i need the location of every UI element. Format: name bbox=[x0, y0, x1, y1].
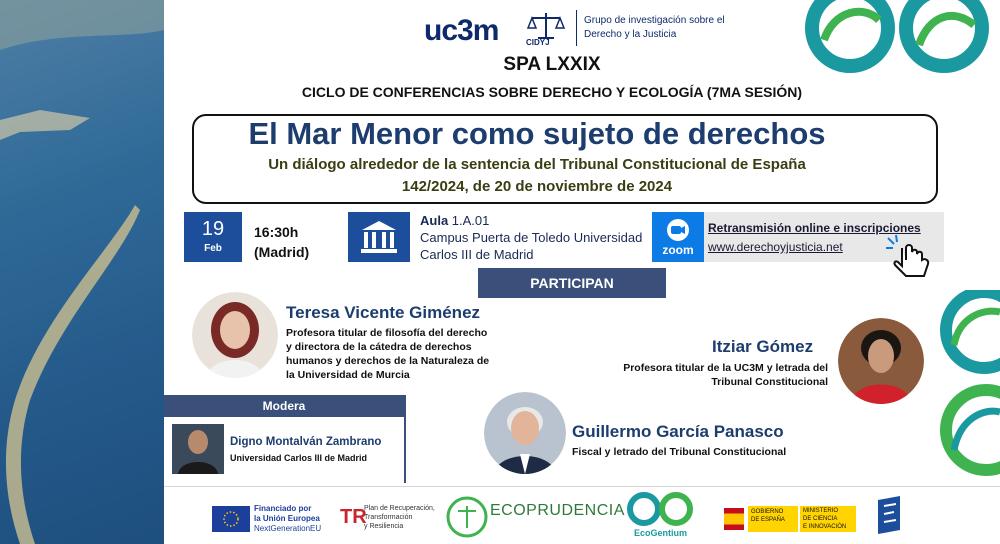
eu-funding-text bbox=[254, 504, 321, 534]
date-badge bbox=[184, 212, 242, 262]
role-line: Tribunal Constitucional bbox=[711, 376, 828, 388]
role-line: y directora de la cátedra de derechos bbox=[286, 341, 472, 353]
research-agency-logo-icon bbox=[870, 494, 910, 540]
venue-badge bbox=[348, 212, 410, 262]
speaker-role-guillermo bbox=[572, 445, 872, 459]
zoom-badge bbox=[652, 212, 704, 262]
subtitle-line-1: Un diálogo alrededor de la sentencia del Tribunal Constitucional de España bbox=[268, 156, 806, 173]
event-time bbox=[254, 222, 309, 262]
moderator-photo bbox=[172, 424, 224, 474]
ministerio-block bbox=[800, 506, 856, 532]
role-line: Profesora titular de la UC3M y letrada del bbox=[623, 362, 828, 374]
online-registration-link[interactable]: Retransmisión online e inscripciones bbox=[708, 221, 921, 235]
aula-label: Aula bbox=[420, 213, 449, 228]
campus-line-1: Campus Puerta de Toledo Universidad bbox=[420, 230, 643, 245]
date-month: Feb bbox=[204, 243, 222, 254]
ministerio-line: E INNOVACIÓN bbox=[803, 524, 847, 530]
event-title: El Mar Menor como sujeto de derechos bbox=[248, 116, 826, 151]
gobierno-line: DE ESPAÑA bbox=[751, 517, 785, 523]
aula-code: 1.A.01 bbox=[451, 213, 490, 228]
ecogentium-leaf-icon bbox=[624, 492, 696, 526]
ecoprudencia-logo: ECOPRUDENCIA bbox=[490, 502, 625, 519]
spain-flag-icon bbox=[724, 508, 744, 530]
speaker-photo-teresa bbox=[192, 292, 278, 378]
prtr-line: Transformación bbox=[364, 514, 413, 521]
group-line-2: Derecho y la Justicia bbox=[584, 29, 677, 40]
campus-line-2: Carlos III de Madrid bbox=[420, 247, 534, 262]
date-day: 19 bbox=[201, 218, 225, 240]
moderator-affiliation: Universidad Carlos III de Madrid bbox=[230, 453, 368, 463]
subtitle-line-2: 142/2024, de 20 de noviembre de 2024 bbox=[401, 178, 673, 195]
prtr-line: y Resiliencia bbox=[364, 523, 404, 530]
speaker-name-teresa: Teresa Vicente Giménez bbox=[286, 303, 481, 322]
uc3m-logo: uc3m bbox=[424, 14, 499, 47]
event-series: SPA LXXIX bbox=[503, 54, 601, 75]
eu-line: la Unión Europea bbox=[254, 514, 320, 523]
website-link[interactable]: www.derechoyjusticia.net bbox=[708, 240, 843, 254]
venue-details bbox=[420, 212, 642, 263]
role-line: la Universidad de Murcia bbox=[286, 369, 410, 381]
speaker-role-itziar bbox=[572, 361, 828, 389]
leaf-icon bbox=[924, 290, 1000, 480]
speaker-photo-itziar bbox=[838, 318, 924, 404]
speaker-role-teresa bbox=[286, 326, 526, 382]
time-zone: (Madrid) bbox=[254, 244, 310, 260]
research-group-name bbox=[584, 14, 744, 42]
zoom-label: zoom bbox=[662, 243, 694, 257]
aerial-photo-mar-menor bbox=[0, 0, 164, 544]
time-value: 16:30h bbox=[254, 224, 299, 240]
cidyj-logo-text: CIDYJ bbox=[526, 38, 550, 47]
participants-heading: PARTICIPAN bbox=[478, 268, 666, 298]
moderator-heading: Modera bbox=[164, 395, 404, 417]
role-line: Fiscal y letrado del Tribunal Constitucional bbox=[572, 446, 787, 458]
speaker-name-guillermo: Guillermo García Panasco bbox=[572, 422, 784, 441]
eu-line: Financiado por bbox=[254, 504, 312, 513]
zoom-camera-icon bbox=[664, 218, 692, 242]
institution-icon bbox=[348, 212, 410, 262]
header-divider bbox=[576, 10, 577, 46]
prtr-logo-icon: TR bbox=[340, 506, 367, 528]
gobierno-block bbox=[748, 506, 798, 532]
speaker-photo-guillermo bbox=[484, 392, 566, 474]
click-hand-icon bbox=[884, 234, 934, 278]
ecoprudencia-leaf-icon bbox=[446, 496, 488, 538]
eu-line: NextGenerationEU bbox=[254, 524, 322, 533]
event-subtitle bbox=[192, 154, 882, 198]
prtr-line: Plan de Recuperación, bbox=[364, 505, 435, 512]
ministerio-line: DE CIENCIA bbox=[803, 516, 838, 522]
ministerio-line: MINISTERIO bbox=[803, 508, 839, 514]
group-line-1: Grupo de investigación sobre el bbox=[584, 15, 725, 26]
moderator-name: Digno Montalván Zambrano bbox=[230, 436, 382, 448]
poster bbox=[164, 0, 1000, 544]
prtr-text bbox=[364, 504, 435, 531]
gobierno-line: GOBIERNO bbox=[751, 509, 784, 515]
speaker-name-itziar: Itziar Gómez bbox=[712, 337, 814, 356]
role-line: Profesora titular de filosofía del derecho bbox=[286, 327, 488, 339]
eu-flag-icon bbox=[212, 506, 250, 532]
conference-cycle: CICLO DE CONFERENCIAS SOBRE DERECHO Y ECOLOGÍA (7MA SESIÓN) bbox=[301, 84, 803, 100]
ecogentium-logo: EcoGentium bbox=[634, 528, 688, 538]
role-line: humanos y derechos de la Naturaleza de bbox=[286, 355, 490, 367]
footer-divider bbox=[164, 486, 1000, 487]
